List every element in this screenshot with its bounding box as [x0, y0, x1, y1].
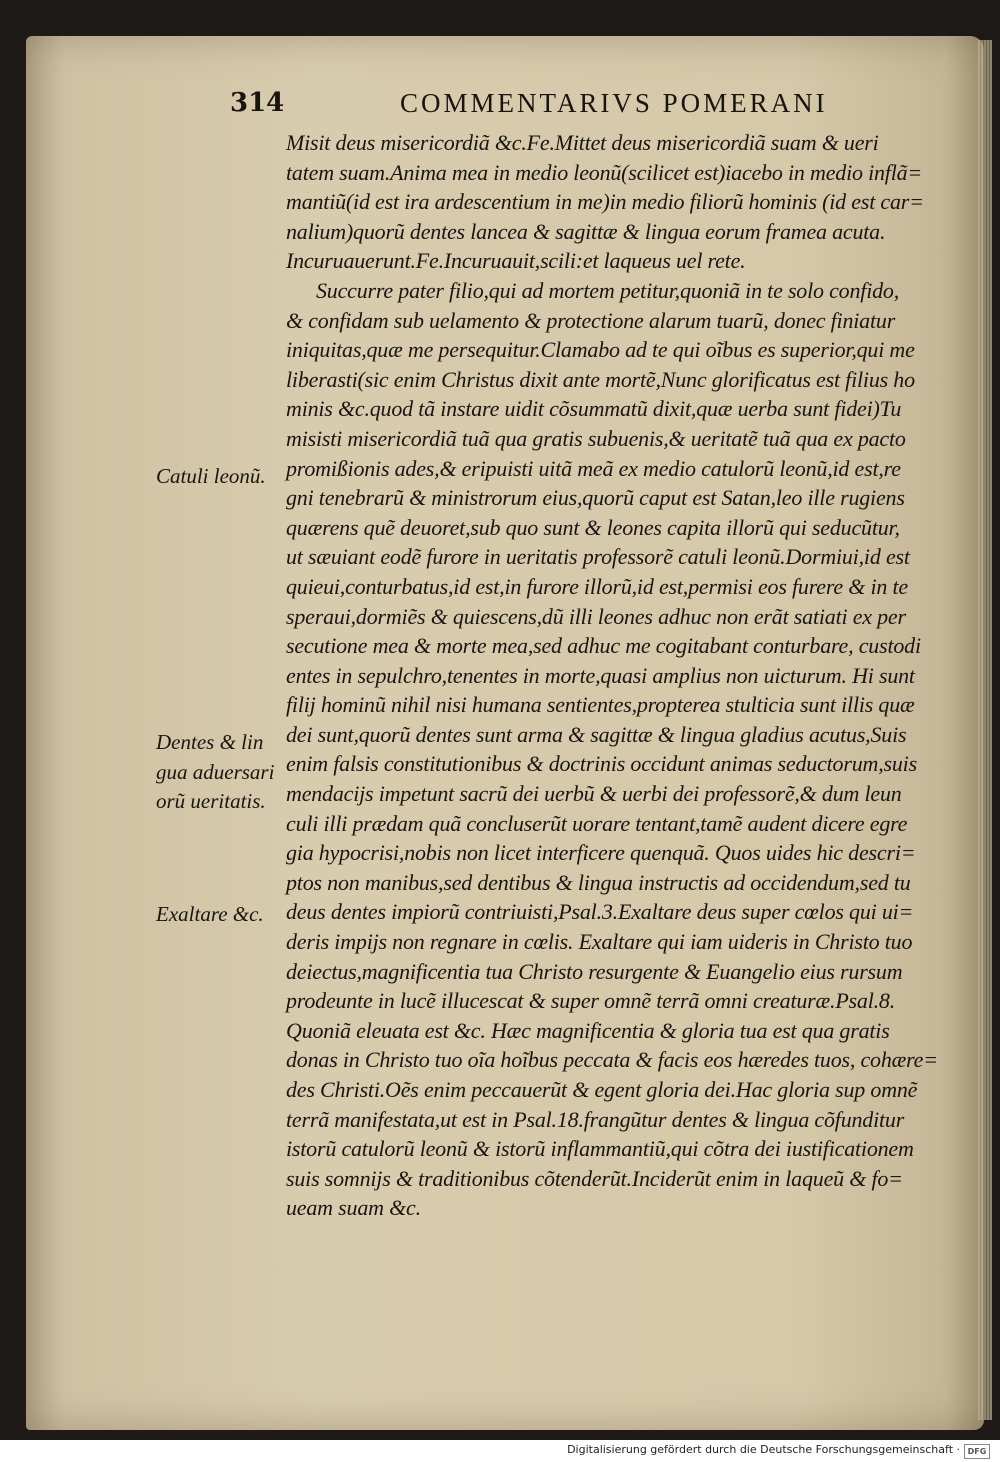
text-line: iniquitas,quæ me persequitur.Clamabo ad te qui oĩbus es superior,qui me — [286, 337, 915, 363]
text-line: ut sæuiant eodẽ furore in ueritatis professorẽ catuli leonũ.Dormiui,id est — [286, 544, 910, 570]
text-line: ptos non manibus,sed dentibus & lingua instructis ad occidendum,sed tu — [286, 869, 911, 895]
text-line: misisti misericordiã tuã qua gratis subuenis,& ueritatẽ tuã qua ex pacto — [286, 425, 906, 451]
text-line: Incuruauerunt.Fe.Incuruauit,scili:et laqueus uel rete. — [286, 248, 746, 274]
text-line: liberasti(sic enim Christus dixit ante mortẽ,Nunc glorificatus est filius ho — [286, 366, 915, 392]
text-line: Quoniã eleuata est &c. Hæc magnificentia & gloria tua est qua gratis — [286, 1017, 890, 1043]
running-head — [230, 88, 830, 120]
text-line: donas in Christo tuo oĩa hoĩbus peccata & facis eos hæredes tuos, cohære= — [286, 1047, 938, 1073]
margin-note-catuli: Catuli leonũ. — [156, 464, 266, 488]
dfg-logo: DFG — [964, 1444, 990, 1459]
text-line: quieui,conturbatus,id est,in furore illorũ,id est,permisi eos furere & in te — [286, 573, 908, 599]
text-line: secutione mea & morte mea,sed adhuc me cogitabant conturbare, custodi — [286, 633, 921, 659]
text-line: enim falsis constitutionibus & doctrinis occidunt animas seductorum,suis — [286, 751, 917, 777]
text-line: tatem suam.Anima mea in medio leonũ(scilicet est)iacebo in medio inflã= — [286, 159, 923, 185]
page-edge — [978, 40, 992, 1420]
text-line: terrã manifestata,ut est in Psal.18.frangũtur dentes & lingua cõfunditur — [286, 1106, 905, 1132]
text-line: nalium)quorũ dentes lancea & sagittæ & lingua eorum framea acuta. — [286, 218, 886, 244]
text-line: gia hypocrisi,nobis non licet interficere quenquã. Quos uides hic descri= — [286, 840, 916, 866]
digitization-footer — [0, 1440, 1000, 1462]
text-line: Succurre pater filio,qui ad mortem petitur,quoniã in te solo confido, — [316, 277, 900, 303]
text-line: Misit deus misericordiã &c.Fe.Mittet deus misericordiã suam & ueri — [286, 130, 879, 155]
text-line: culi illi prædam quã concluserũt uorare tentant,tamẽ audent dicere egre — [286, 810, 908, 836]
running-title: COMMENTARIVS POMERANI — [400, 88, 828, 118]
text-line: istorũ catulorũ leonũ & istorũ inflammantiũ,qui cõtra dei iustificationem — [286, 1136, 914, 1162]
margin-note-dentes: Dentes & lin gua aduersari orũ ueritatis. — [156, 730, 275, 814]
text-line: suis somnijs & traditionibus cõtenderũt.Inciderũt enim in laqueũ & fo= — [286, 1165, 903, 1191]
body-text — [286, 128, 946, 1223]
text-line: promißionis ades,& eripuisti uitã meã ex medio catulorũ leonũ,id est,re — [286, 455, 901, 481]
text-line: gni tenebrarũ & ministrorum eius,quorũ caput est Satan,leo ille rugiens — [286, 485, 905, 511]
text-line: dei sunt,quorũ dentes sunt arma & sagittæ & lingua gladius acutus,Suis — [286, 721, 907, 747]
page-number: 314 — [230, 88, 285, 118]
text-line: entes in sepulchro,tenentes in morte,quasi amplius non uicturum. Hi sunt — [286, 662, 915, 688]
text-line: prodeunte in lucẽ illucescat & super omnẽ terrã omni creaturæ.Psal.8. — [286, 988, 896, 1014]
text-line: mendacijs impetunt sacrũ dei uerbũ & uerbi dei professorẽ,& dum leun — [286, 781, 902, 807]
text-line: ueam suam &c. — [286, 1195, 421, 1221]
text-line: speraui,dormiẽs & quiescens,dũ illi leones adhuc non erãt satiati ex per — [286, 603, 906, 629]
text-line: deus dentes impiorũ contriuisti,Psal.3.Exaltare deus super cœlos qui ui= — [286, 899, 914, 925]
text-line: quærens quẽ deuoret,sub quo sunt & leones capita illorũ qui seducũtur, — [286, 514, 900, 540]
text-line: mantiũ(id est ira ardescentium in me)in medio filiorũ hominis (id est car= — [286, 189, 924, 215]
text-line: deiectus,magnificentia tua Christo resurgente & Euangelio eius rursum — [286, 958, 903, 984]
text-line: filij hominũ nihil nisi humana sentientes,propterea stulticia sunt illis quæ — [286, 692, 915, 718]
text-line: des Christi.Oẽs enim peccauerũt & egent gloria dei.Hac gloria sup omnẽ — [286, 1077, 918, 1102]
text-line: deris impijs non regnare in cœlis. Exaltare qui iam uideris in Christo tuo — [286, 929, 913, 955]
text-line: minis &c.quod tã instare uidit cõsummatũ dixit,quæ uerba sunt fidei)Tu — [286, 396, 902, 422]
footer-credit: Digitalisierung gefördert durch die Deutsche Forschungsgemeinschaft · — [567, 1443, 960, 1456]
margin-note-exaltare: Exaltare &c. — [156, 902, 264, 926]
text-line: & confidam sub uelamento & protectione alarum tuarũ, donec finiatur — [286, 307, 896, 333]
